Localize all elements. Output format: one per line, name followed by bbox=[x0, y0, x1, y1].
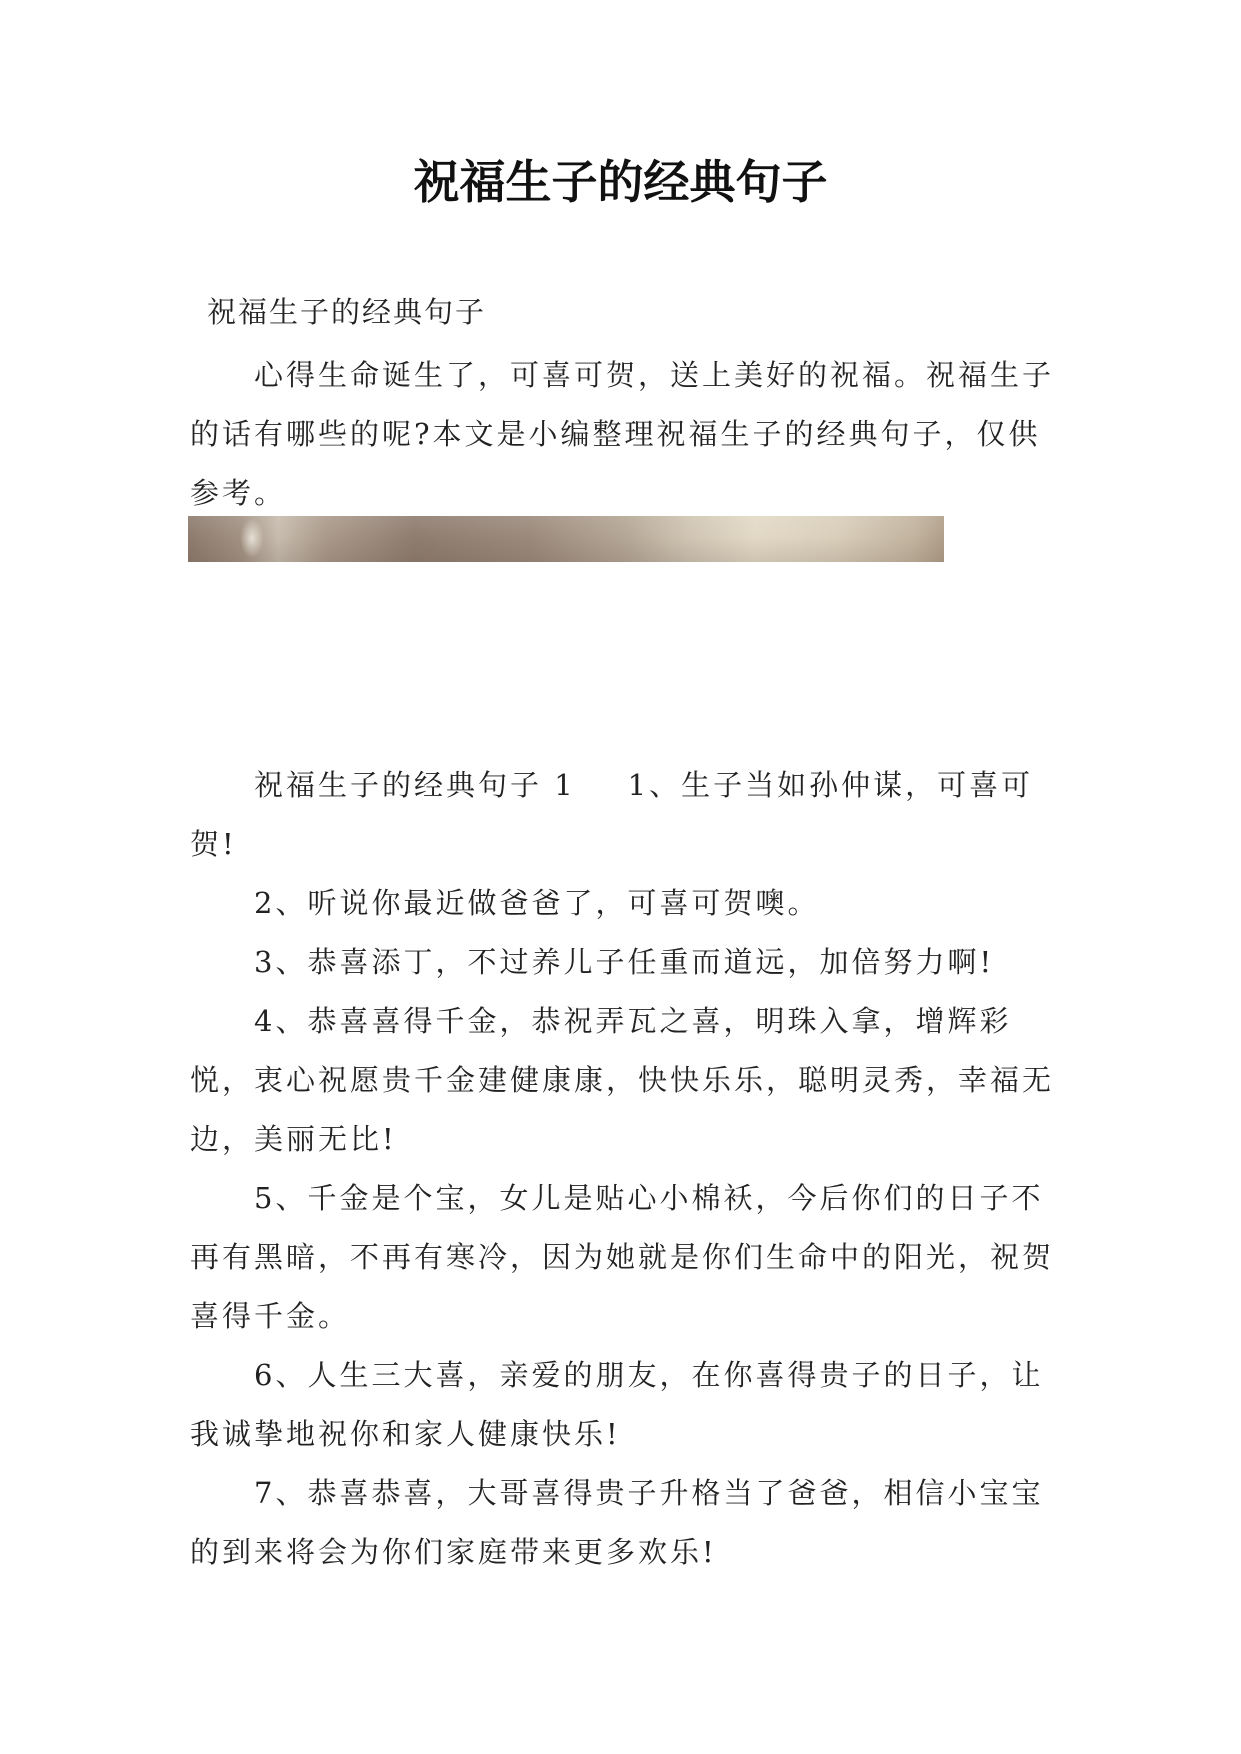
banner-light-spot bbox=[240, 518, 264, 558]
banner-image bbox=[188, 516, 944, 562]
body-item-1: 1、生子当如孙仲谋，可喜可贺! bbox=[190, 768, 1034, 861]
document-subtitle: 祝福生子的经典句子 bbox=[207, 295, 487, 329]
body-paragraph-6: 6、人生三大喜，亲爱的朋友，在你喜得贵子的日子，让我诚挚地祝你和家人健康快乐! bbox=[190, 1358, 1044, 1451]
body-paragraph-7: 7、恭喜恭喜，大哥喜得贵子升格当了爸爸，相信小宝宝的到来将会为你们家庭带来更多欢乐! bbox=[190, 1476, 1044, 1569]
body-section bbox=[190, 756, 1070, 1582]
body-paragraph-5: 5、千金是个宝，女儿是贴心小棉袄，今后你们的日子不再有黑暗，不再有寒冷，因为她就是你们生命中的阳光，祝贺喜得千金。 bbox=[190, 1181, 1055, 1333]
intro-paragraph: 心得生命诞生了，可喜可贺，送上美好的祝福。祝福生子的话有哪些的呢?本文是小编整理祝福生子的经典句子，仅供参考。 bbox=[190, 358, 1055, 510]
intro-section bbox=[190, 346, 1070, 523]
page-title: 祝福生子的经典句子 bbox=[413, 155, 828, 209]
section-heading: 祝福生子的经典句子 1 bbox=[254, 768, 576, 802]
body-paragraph-2: 2、听说你最近做爸爸了，可喜可贺噢。 bbox=[254, 886, 820, 920]
body-paragraph-4: 4、恭喜喜得千金，恭祝弄瓦之喜，明珠入拿，增辉彩悦，衷心祝愿贵千金建健康康，快快乐乐，聪明灵秀，幸福无边，美丽无比! bbox=[190, 1004, 1055, 1156]
body-paragraph-3: 3、恭喜添丁，不过养儿子任重而道远，加倍努力啊! bbox=[254, 945, 995, 979]
body-paragraph-1 bbox=[190, 756, 1070, 874]
banner-shade bbox=[188, 516, 944, 562]
